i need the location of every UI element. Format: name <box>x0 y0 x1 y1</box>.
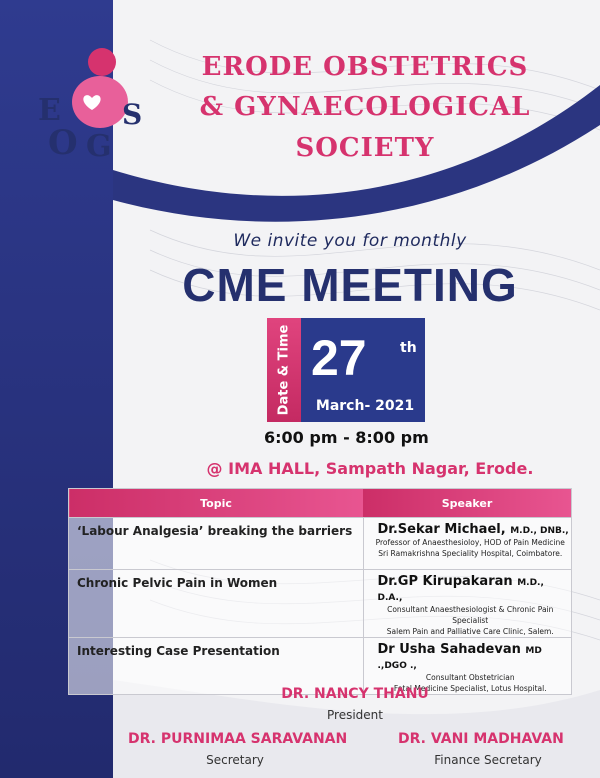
header-topic: Topic <box>69 489 364 518</box>
event-time: 6:00 pm - 8:00 pm <box>264 428 429 447</box>
logo-letter-o: O <box>48 123 78 160</box>
org-name-line2: & GYNAECOLOGICAL <box>199 92 531 122</box>
logo-letter-g: G <box>86 129 112 160</box>
secretary-role: Secretary <box>206 753 264 767</box>
row-speaker <box>364 570 572 604</box>
speaker-desc2: Sri Ramakrishna Speciality Hospital, Coimbatore. <box>378 549 563 558</box>
speaker-desc2: Salem Pain and Palliative Care Clinic, Salem. <box>386 627 554 636</box>
speaker-degree: M.D., DNB., <box>510 526 569 536</box>
org-name-line3: SOCIETY <box>295 133 435 163</box>
event-title: CME MEETING <box>182 259 518 311</box>
date-suffix: th <box>400 340 417 356</box>
speaker-desc1: Professor of Anaesthesioloy, HOD of Pain Medicine <box>375 538 565 547</box>
table-header-row <box>69 489 572 518</box>
row-topic: Chronic Pelvic Pain in Women <box>77 576 278 590</box>
date-day: 27 <box>311 330 367 386</box>
org-name-line1: ERODE OBSTETRICS <box>201 52 529 82</box>
speaker-degree: MD .,DGO ., <box>377 646 542 671</box>
president-role: President <box>327 708 383 722</box>
finance-secretary-role: Finance Secretary <box>434 753 542 767</box>
president-name: DR. NANCY THANU <box>281 686 429 702</box>
speaker-name: Dr Usha Sahadevan <box>377 642 521 657</box>
logo-letter-s: S <box>122 98 143 131</box>
row-topic: ‘Labour Analgesia’ breaking the barriers <box>77 524 353 538</box>
table-row <box>69 518 572 570</box>
finance-secretary-name: DR. VANI MADHAVAN <box>398 731 564 747</box>
speaker-desc2: Fetal Medicine Specialist, Lotus Hospital. <box>393 684 547 693</box>
table-row <box>69 570 572 638</box>
date-time-label: Date & Time <box>276 324 292 416</box>
society-logo <box>34 40 152 160</box>
speaker-degree: M.D., D.A., <box>377 578 544 603</box>
venue: @ IMA HALL, Sampath Nagar, Erode. <box>206 459 534 478</box>
date-time-label-box <box>267 318 301 422</box>
row-speaker <box>364 638 572 672</box>
header-speaker: Speaker <box>363 489 572 518</box>
row-topic: Interesting Case Presentation <box>77 644 280 658</box>
invite-text: We invite you for monthly <box>233 231 467 251</box>
speaker-desc1: Consultant Obstetrician <box>425 673 515 682</box>
date-month-year: March- 2021 <box>315 398 415 414</box>
speaker-name: Dr.Sekar Michael, <box>377 522 506 537</box>
row-speaker <box>364 518 572 537</box>
secretary-name: DR. PURNIMAA SARAVANAN <box>128 731 348 747</box>
speaker-desc1: Consultant Anaesthesiologist & Chronic Pain Specialist <box>387 605 554 625</box>
speaker-name: Dr.GP Kirupakaran <box>377 574 513 589</box>
schedule-table <box>68 488 572 695</box>
logo-letter-e: E <box>38 93 61 128</box>
